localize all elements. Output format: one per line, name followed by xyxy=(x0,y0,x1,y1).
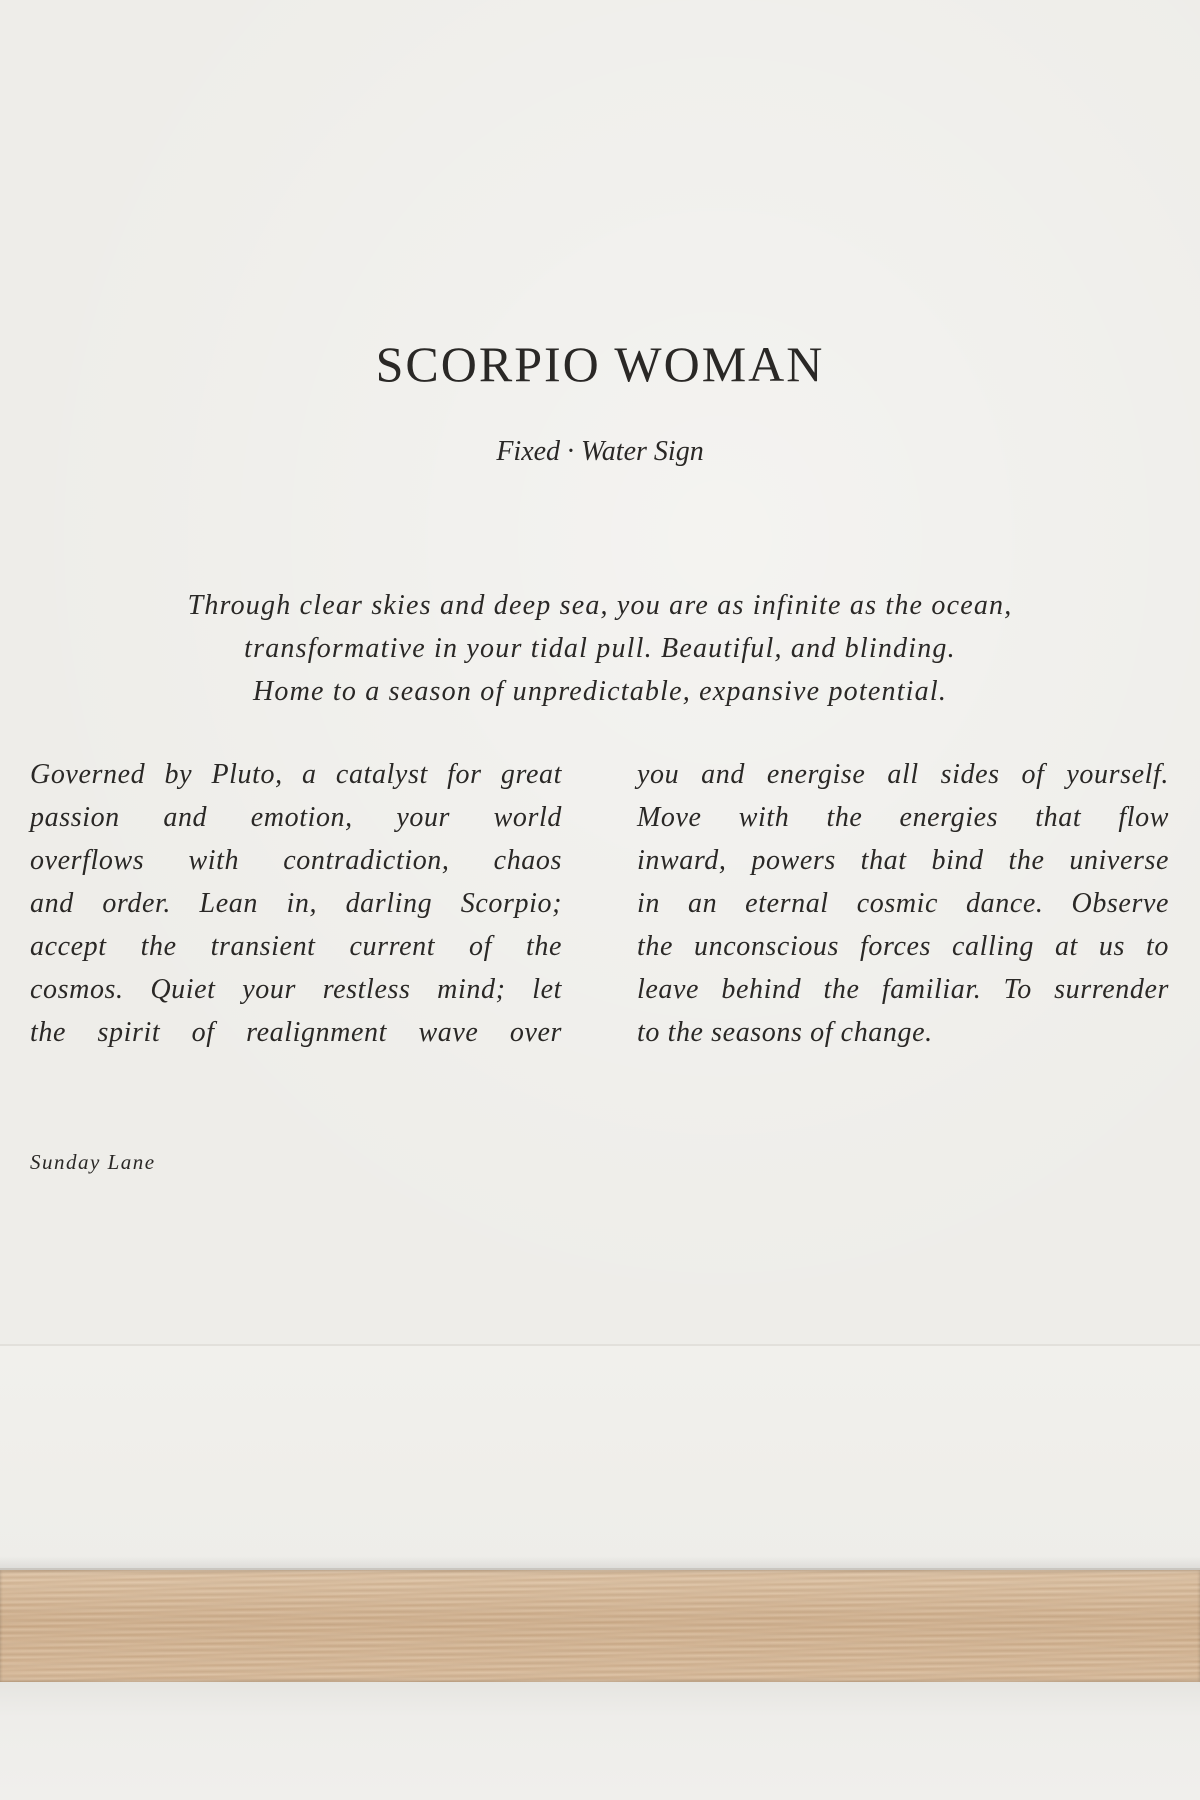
body-line: Move with the energies that flow xyxy=(637,802,1169,833)
body-line: inward, powers that bind the universe xyxy=(637,845,1169,876)
body-line: in an eternal cosmic dance. Observe xyxy=(637,888,1169,919)
body-line: cosmos. Quiet your restless mind; let xyxy=(30,974,562,1005)
body-line: leave behind the familiar. To surrender xyxy=(637,974,1169,1005)
body-line: you and energise all sides of yourself. xyxy=(637,759,1169,790)
body-line: accept the transient current of the xyxy=(30,931,562,962)
body-line: to the seasons of change. xyxy=(637,1017,933,1048)
body-line: and order. Lean in, darling Scorpio; xyxy=(30,888,562,919)
print-title: SCORPIO WOMAN xyxy=(375,336,825,392)
brand-signature: Sunday Lane xyxy=(30,1150,156,1174)
body-column-right xyxy=(637,753,1169,1054)
intro-line: Through clear skies and deep sea, you are as infinite as the ocean, xyxy=(187,590,1013,621)
oak-frame-bottom xyxy=(0,1570,1200,1682)
body-line: the spirit of realignment wave over xyxy=(30,1017,562,1048)
body-line: overflows with contradiction, chaos xyxy=(30,845,562,876)
print-subtitle: Fixed · Water Sign xyxy=(496,436,704,467)
intro-line: Home to a season of unpredictable, expansive potential. xyxy=(252,676,948,707)
intro-paragraph xyxy=(100,584,1100,713)
body-line: the unconscious forces calling at us to xyxy=(637,931,1169,962)
intro-line: transformative in your tidal pull. Beautiful, and blinding. xyxy=(244,633,956,664)
frame-mat xyxy=(0,1346,1200,1568)
body-line: Governed by Pluto, a catalyst for great xyxy=(30,759,562,790)
body-column-left xyxy=(30,753,562,1054)
background-wall xyxy=(0,1682,1200,1800)
body-line: passion and emotion, your world xyxy=(30,802,562,833)
